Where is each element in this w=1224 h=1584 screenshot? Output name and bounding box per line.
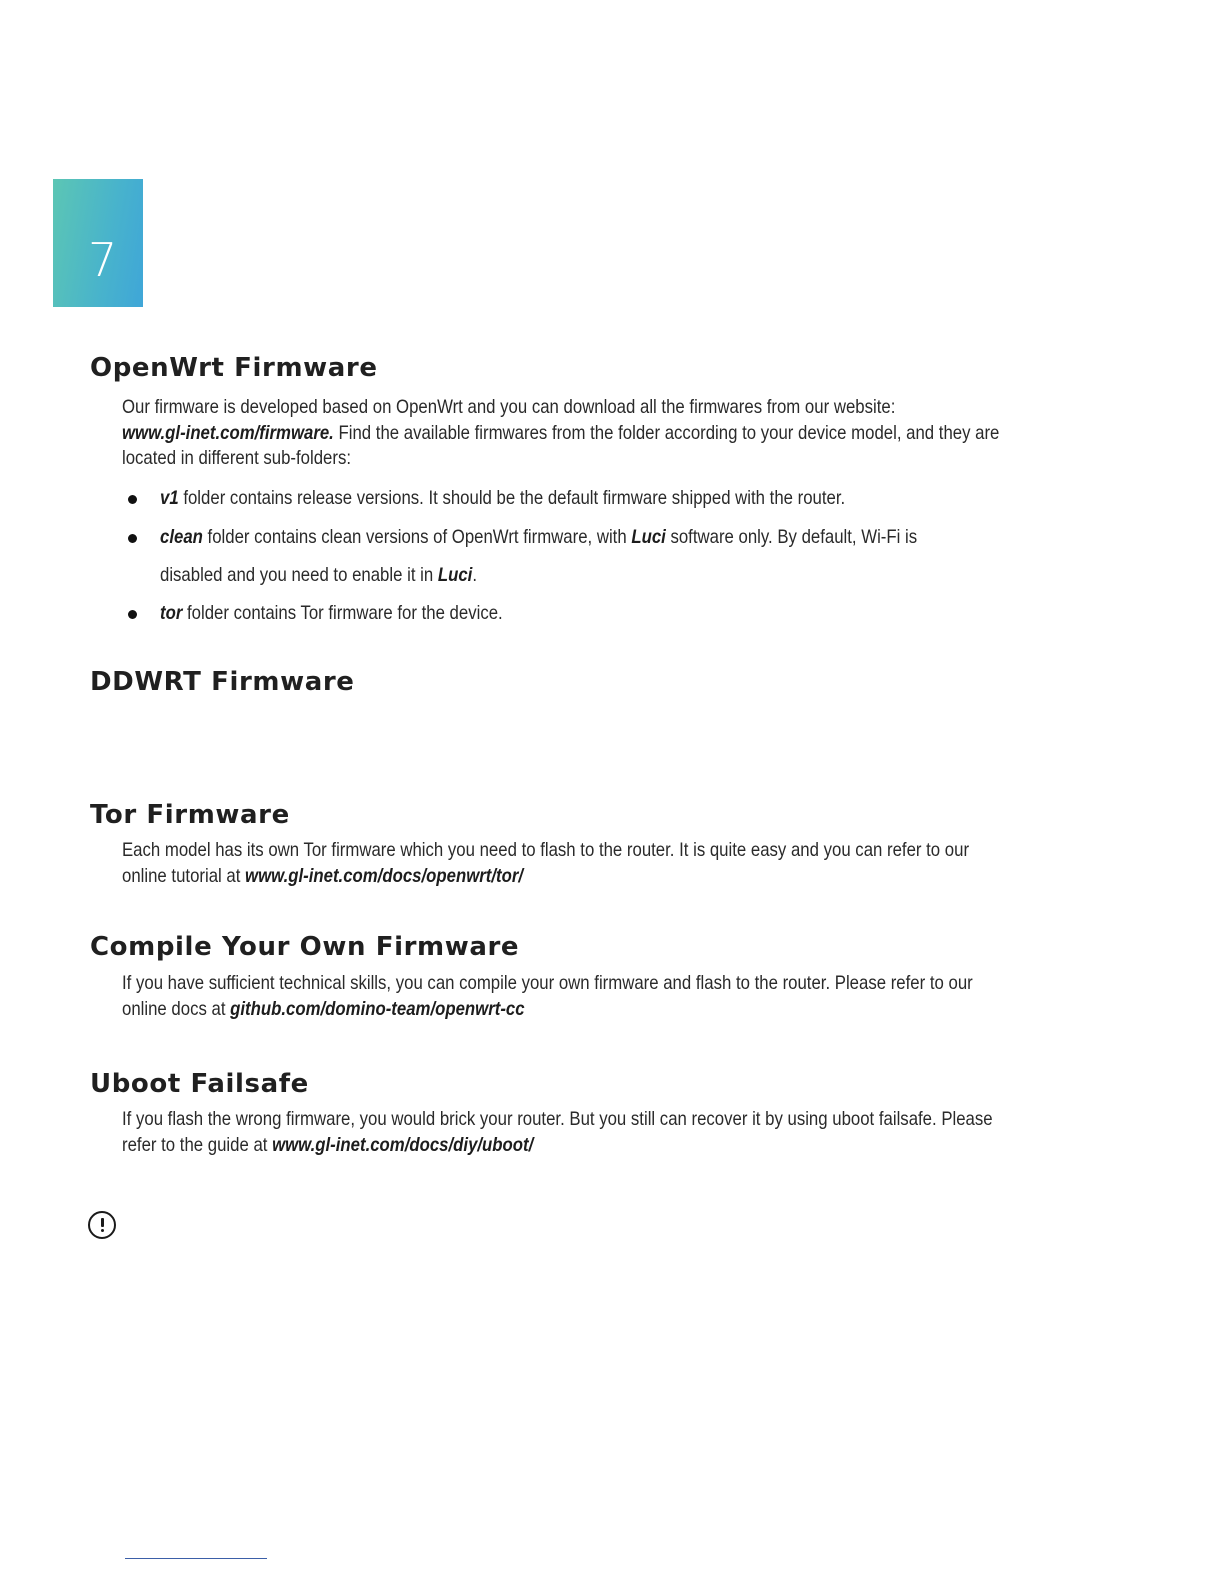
uboot-heading: Uboot Failsafe — [90, 1069, 309, 1099]
exclamation-circle-icon — [88, 1211, 116, 1239]
list-item-desc-2: software only. By default, Wi-Fi is — [665, 526, 918, 548]
compile-paragraph — [122, 971, 973, 1022]
list-item-cont-end: . — [472, 564, 478, 586]
bullet-icon — [128, 534, 137, 543]
footer-divider — [125, 1558, 267, 1559]
list-item-text — [160, 486, 845, 512]
tor-line2 — [122, 864, 1111, 890]
luci-term: Luci — [631, 526, 666, 548]
openwrt-intro-line2-text: Find the available firmwares from the folder according to your device model, and they are — [333, 421, 1000, 444]
openwrt-intro — [122, 395, 1000, 472]
list-item-text — [160, 525, 917, 551]
openwrt-intro-line3: located in different sub-folders: — [122, 447, 352, 469]
compile-line2-prefix: online docs at — [122, 997, 231, 1020]
list-item-desc: folder contains release versions. It should be the default firmware shipped with the router. — [178, 487, 846, 509]
openwrt-intro-line2 — [122, 421, 1111, 447]
uboot-line2 — [122, 1133, 1111, 1159]
tor-heading: Tor Firmware — [90, 800, 290, 830]
chapter-number: 7 — [88, 233, 118, 287]
uboot-guide-link[interactable]: www.gl-inet.com/docs/diy/uboot/ — [272, 1133, 534, 1156]
openwrt-heading: OpenWrt Firmware — [90, 353, 378, 383]
tor-line2-prefix: online tutorial at — [122, 864, 246, 887]
compile-line2 — [122, 997, 1111, 1023]
uboot-paragraph — [122, 1107, 993, 1158]
luci-term: Luci — [437, 564, 473, 586]
uboot-line1: If you flash the wrong firmware, you would brick your router. But you still can recover it by using uboot failsafe. Please — [122, 1108, 993, 1130]
tor-tutorial-link[interactable]: www.gl-inet.com/docs/openwrt/tor/ — [245, 864, 524, 887]
list-item-term: tor — [160, 602, 183, 624]
tor-line1: Each model has its own Tor firmware which you need to flash to the router. It is quite easy and you can refer to our — [122, 839, 970, 861]
list-item-term: v1 — [160, 487, 179, 509]
list-item-desc: folder contains clean versions of OpenWrt firmware, with — [202, 526, 632, 548]
list-item-term: clean — [160, 526, 203, 548]
compile-line1: If you have sufficient technical skills, you can compile your own firmware and flash to the router. Please refer to our — [122, 972, 973, 994]
list-item-text — [160, 601, 503, 627]
list-item-desc: folder contains Tor firmware for the device. — [182, 602, 503, 624]
uboot-line2-prefix: refer to the guide at — [122, 1133, 273, 1156]
openwrt-intro-line1: Our firmware is developed based on OpenWrt and you can download all the firmwares from our website: — [122, 396, 896, 418]
list-item-text — [160, 563, 477, 589]
list-item-cont: disabled and you need to enable it in — [160, 564, 438, 586]
compile-heading: Compile Your Own Firmware — [90, 932, 520, 962]
tor-paragraph — [122, 838, 973, 889]
bullet-icon — [128, 495, 137, 504]
firmware-link[interactable]: www.gl-inet.com/firmware. — [122, 421, 334, 444]
ddwrt-heading: DDWRT Firmware — [90, 667, 355, 697]
github-link[interactable]: github.com/domino-team/openwrt-cc — [230, 997, 525, 1020]
bullet-icon — [128, 610, 137, 619]
